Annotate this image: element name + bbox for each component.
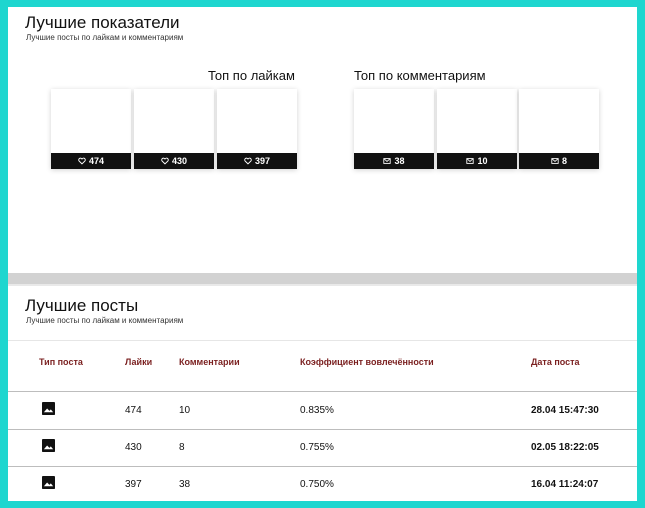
section-title: Лучшие показатели — [25, 13, 180, 32]
best-metrics-section — [8, 7, 637, 272]
likes-count-bar — [217, 153, 297, 169]
comments-count-bar — [437, 153, 517, 169]
envelope-icon — [383, 157, 391, 165]
analytics-panel — [8, 7, 637, 501]
comments-count-bar — [519, 153, 599, 169]
comments-count: 10 — [477, 156, 488, 166]
comments-count: 38 — [394, 156, 405, 166]
engagement-value: 0.750% — [300, 479, 334, 490]
heart-icon — [161, 157, 169, 165]
post-date: 16.04 11:24:07 — [531, 479, 599, 490]
envelope-icon — [466, 157, 474, 165]
likes-count: 474 — [88, 156, 105, 166]
top-comments-card[interactable] — [437, 89, 517, 169]
comments-value: 8 — [179, 442, 185, 453]
heart-icon — [244, 157, 252, 165]
section-title: Лучшие посты — [25, 296, 139, 315]
top-comments-card[interactable] — [354, 89, 434, 169]
likes-group-title: Топ по лайкам — [208, 68, 295, 83]
table-top-line — [8, 340, 637, 341]
comments-count-bar — [354, 153, 434, 169]
column-header-comments[interactable]: Комментарии — [179, 357, 240, 367]
table-header-divider — [8, 391, 637, 392]
row-divider — [8, 466, 637, 467]
post-date: 02.05 18:22:05 — [531, 442, 599, 453]
likes-value: 397 — [125, 479, 142, 490]
image-icon — [42, 439, 55, 452]
top-likes-card[interactable] — [217, 89, 297, 169]
top-likes-card[interactable] — [134, 89, 214, 169]
comments-count: 8 — [561, 156, 567, 166]
section-divider — [8, 273, 637, 284]
column-header-engagement[interactable]: Коэффициент вовлечённости — [300, 357, 434, 367]
likes-count: 430 — [171, 156, 188, 166]
section-subtitle: Лучшие посты по лайкам и комментариям — [26, 33, 184, 42]
best-posts-section — [8, 286, 637, 501]
row-divider — [8, 429, 637, 430]
column-header-date[interactable]: Дата поста — [531, 357, 580, 367]
column-header-type[interactable]: Тип поста — [39, 357, 83, 367]
envelope-icon — [551, 157, 559, 165]
heart-icon — [78, 157, 86, 165]
likes-count-bar — [51, 153, 131, 169]
engagement-value: 0.755% — [300, 442, 334, 453]
top-likes-card[interactable] — [51, 89, 131, 169]
comments-value: 38 — [179, 479, 191, 490]
likes-count-bar — [134, 153, 214, 169]
engagement-value: 0.835% — [300, 405, 334, 416]
column-header-likes[interactable]: Лайки — [125, 357, 153, 367]
likes-value: 430 — [125, 442, 142, 453]
top-comments-card[interactable] — [519, 89, 599, 169]
likes-value: 474 — [125, 405, 142, 416]
post-date: 28.04 15:47:30 — [531, 405, 599, 416]
comments-group-title: Топ по комментариям — [354, 68, 486, 83]
section-subtitle: Лучшие посты по лайкам и комментариям — [26, 316, 184, 325]
likes-count: 397 — [254, 156, 271, 166]
image-icon — [42, 402, 55, 415]
image-icon — [42, 476, 55, 489]
comments-value: 10 — [179, 405, 191, 416]
